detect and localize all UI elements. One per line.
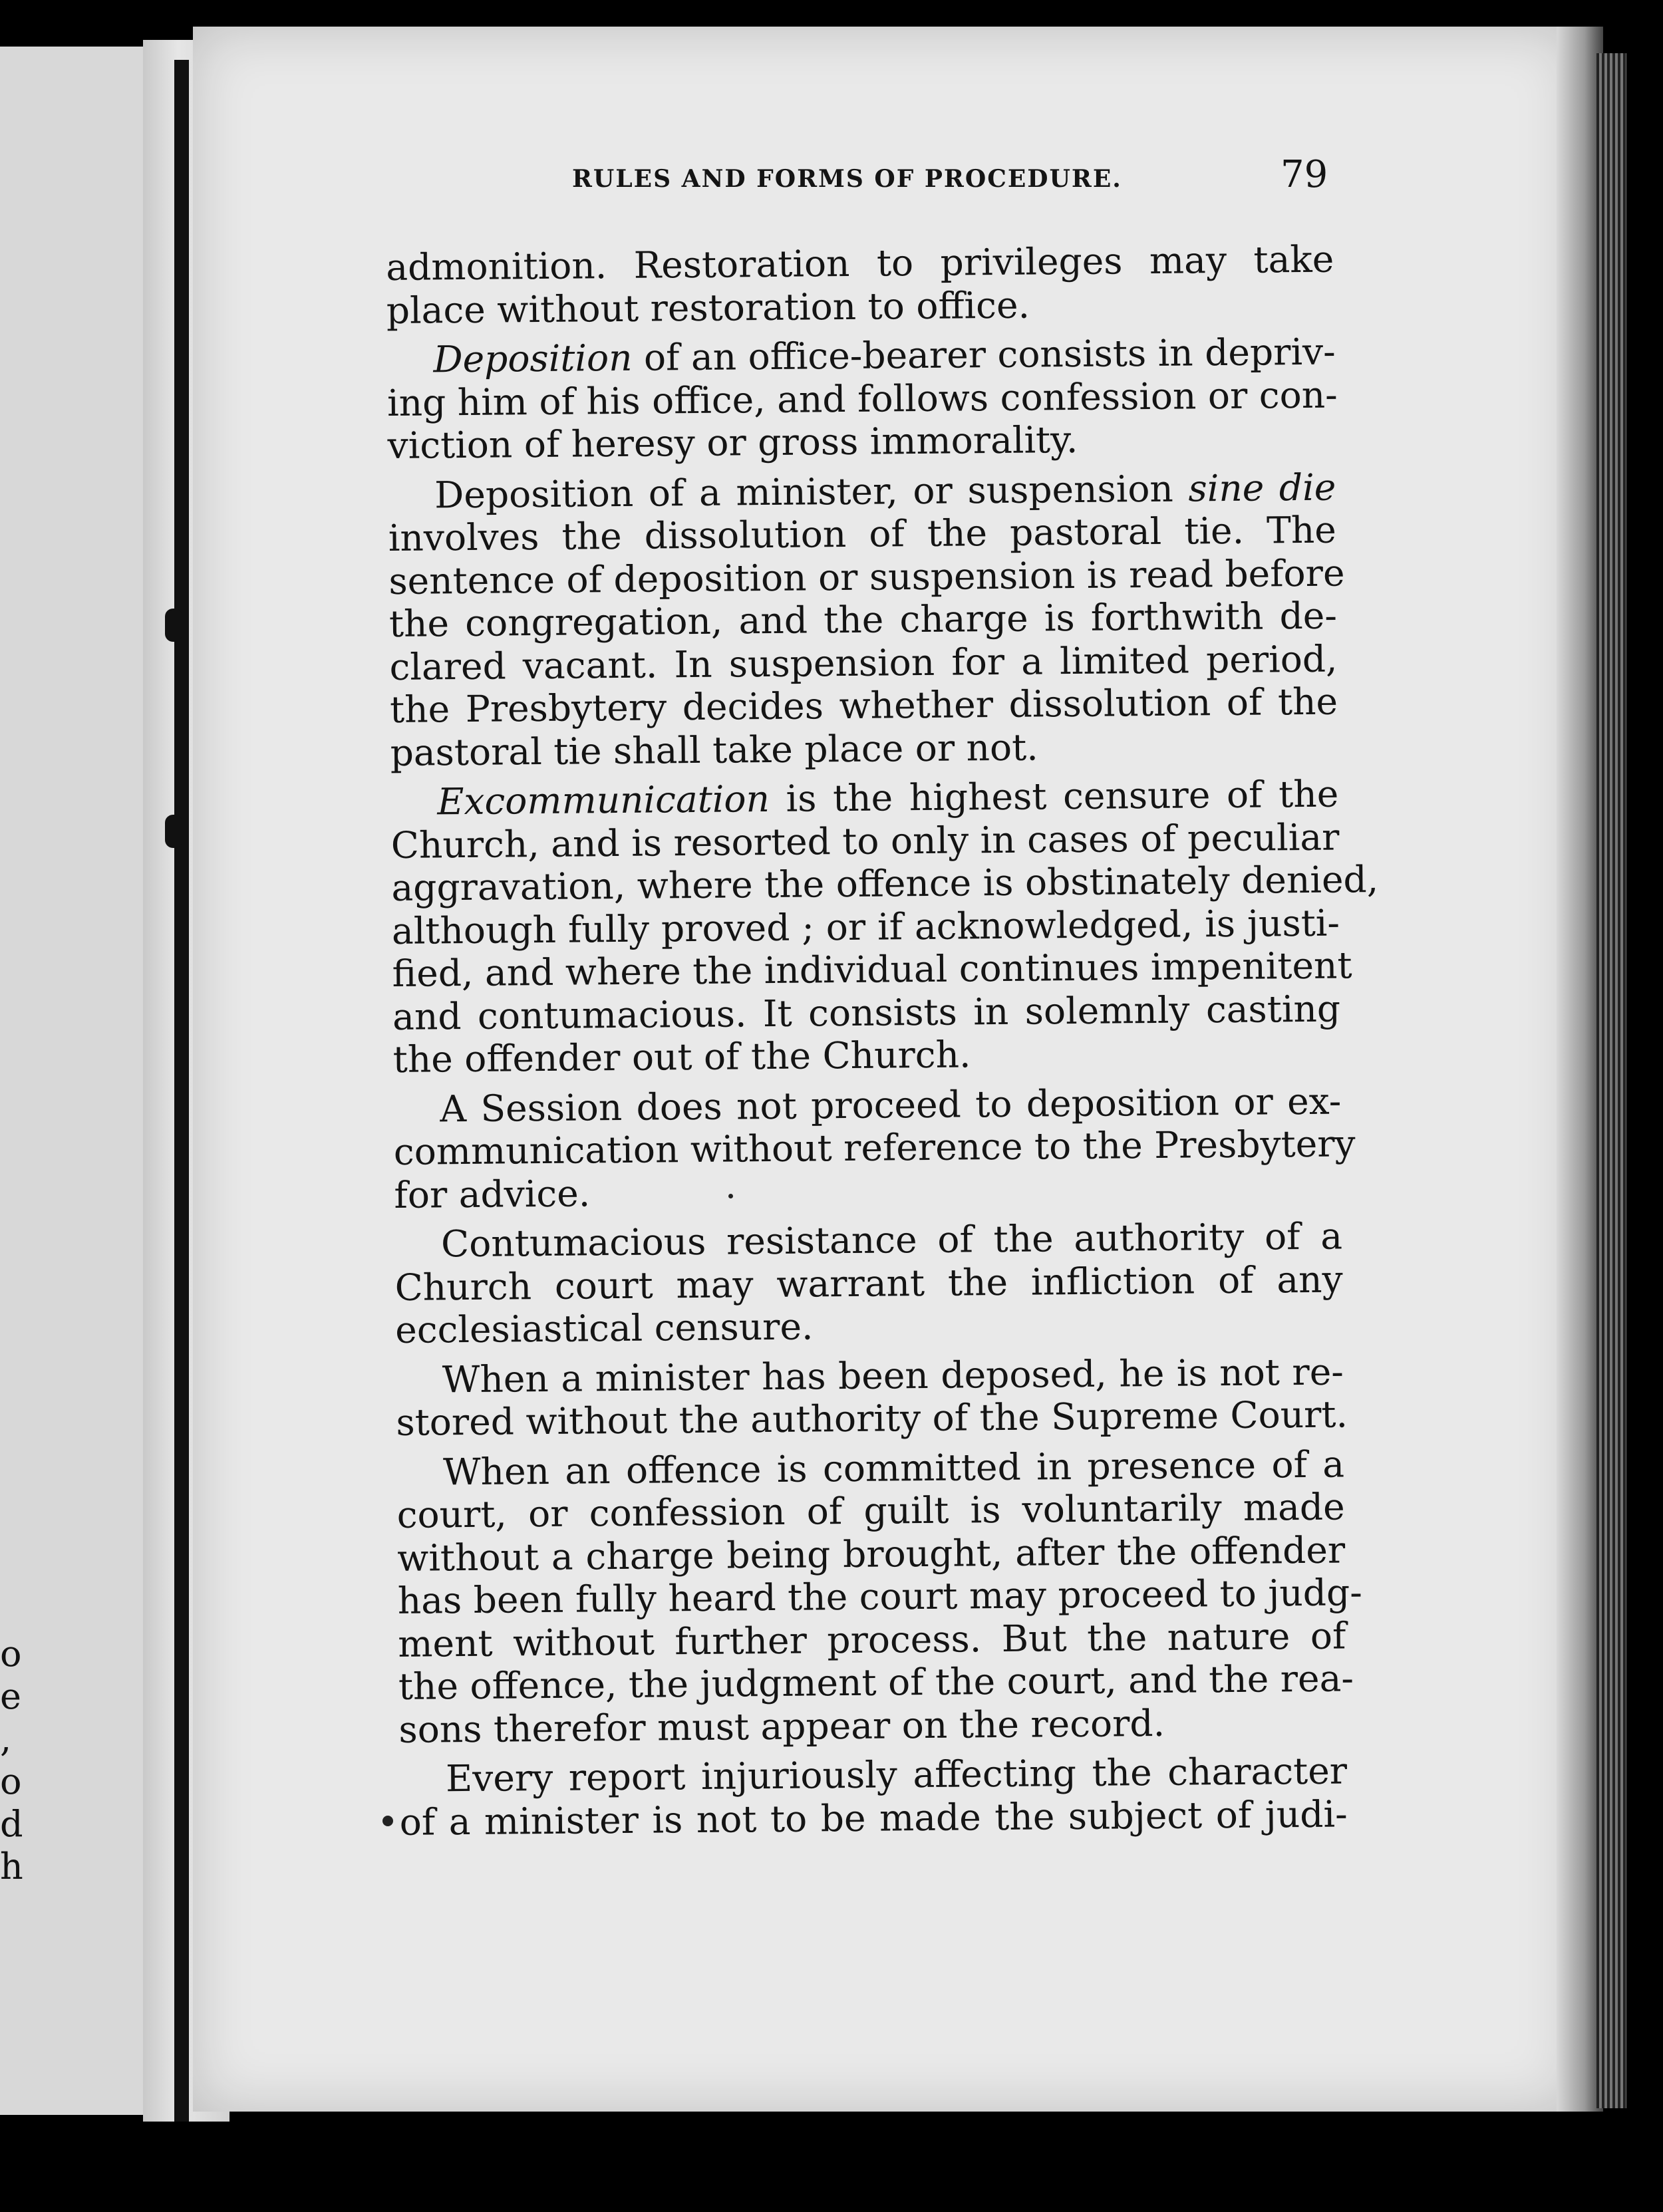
text-run: for advice. xyxy=(394,1171,591,1216)
text-run: and contumacious. It consists in solemnly casting xyxy=(392,987,1341,1038)
text-run: is the highest censure of the xyxy=(769,772,1339,820)
text-run: sons therefor must appear on the record. xyxy=(398,1701,1165,1751)
paragraph xyxy=(399,1749,1348,1843)
text-run: of a minister is not to be made the subject of judi- xyxy=(399,1792,1348,1844)
text-run: clared vacant. In suspension for a limited period, xyxy=(389,637,1338,688)
text-line xyxy=(392,1030,1341,1081)
text-line xyxy=(390,723,1338,774)
text-run: place without restoration to office. xyxy=(386,283,1030,332)
text-line xyxy=(395,1301,1344,1352)
text-line xyxy=(390,680,1338,732)
text-run: Church court may warrant the infliction of any xyxy=(394,1258,1343,1309)
paragraph xyxy=(386,331,1336,468)
text-run: ecclesiastical censure. xyxy=(394,1305,814,1351)
text-run: Contumacious resistance of the authority of a xyxy=(440,1214,1343,1266)
text-run: the Presbytery decides whether dissolution of the xyxy=(389,680,1338,731)
text-run: the congregation, and the charge is forthwith de- xyxy=(388,594,1338,645)
text-run: When an offence is committed in presence of a xyxy=(442,1442,1345,1493)
body-text xyxy=(386,237,1379,1850)
text-run: admonition. Restoration to privileges may take xyxy=(386,237,1334,289)
text-line xyxy=(387,416,1336,468)
binding-clip-mark xyxy=(165,609,182,642)
paragraph xyxy=(393,1079,1356,1216)
text-line xyxy=(398,1700,1347,1751)
left-page-fragments xyxy=(0,1633,23,1888)
text-run: of an office-bearer consists in depriv- xyxy=(632,330,1336,379)
text-line xyxy=(394,1258,1343,1309)
left-fragment: e xyxy=(0,1675,21,1717)
paragraph xyxy=(386,238,1334,332)
paragraph xyxy=(388,466,1345,774)
text-line xyxy=(386,281,1335,332)
text-run: ing him of his office, and follows confession or con- xyxy=(386,373,1338,424)
text-line xyxy=(392,987,1341,1038)
text-run: communication without reference to the Presbytery xyxy=(393,1122,1356,1173)
text-run: ment without further process. But the nature of xyxy=(398,1613,1346,1665)
text-run: sentence of deposition or suspension is read before xyxy=(388,551,1345,603)
text-run: without a charge being brought, after the offender xyxy=(396,1528,1346,1580)
italic-term: sine die xyxy=(1188,466,1336,509)
print-speck xyxy=(382,1816,393,1826)
text-run: fied, and where the individual continues impenitent xyxy=(392,944,1352,995)
text-run: pastoral tie shall take place or not. xyxy=(390,725,1038,774)
text-run: the offender out of the Church. xyxy=(392,1033,971,1081)
text-line xyxy=(396,1393,1348,1444)
text-line xyxy=(394,1165,1342,1216)
running-head: RULES AND FORMS OF PROCEDURE. xyxy=(572,165,1122,193)
text-run: viction of heresy or gross immorality. xyxy=(387,418,1078,467)
left-fragment: o xyxy=(0,1633,22,1675)
paragraph xyxy=(394,1215,1344,1352)
text-line xyxy=(398,1657,1354,1708)
text-run: Church, and is resorted to only in cases of peculiar xyxy=(390,815,1340,867)
left-fragment: o xyxy=(0,1760,22,1802)
paragraph xyxy=(396,1442,1363,1751)
left-fragment: h xyxy=(0,1846,23,1887)
text-run: court, or confession of guilt is voluntarily made xyxy=(396,1485,1345,1536)
page-edges-stack xyxy=(1596,53,1626,2108)
paragraph xyxy=(396,1350,1348,1444)
text-run: aggravation, where the offence is obstinately denied, xyxy=(391,858,1379,909)
left-fragment: , xyxy=(0,1718,12,1760)
text-line xyxy=(387,373,1336,424)
binding-clip-mark xyxy=(165,815,182,848)
italic-term: Excommunication xyxy=(437,777,770,823)
text-run: the offence, the judgment of the court, and the rea- xyxy=(398,1657,1354,1708)
text-line xyxy=(399,1792,1348,1844)
text-run: A Session does not proceed to deposition or ex- xyxy=(440,1079,1342,1130)
print-speck xyxy=(728,1194,733,1198)
italic-term: Deposition xyxy=(433,336,633,381)
page-number: 79 xyxy=(1281,153,1328,196)
text-run: involves the dissolution of the pastoral tie. The xyxy=(388,508,1337,559)
text-line xyxy=(386,238,1334,289)
text-run: Every report injuriously affecting the character xyxy=(445,1749,1348,1800)
spine-line xyxy=(174,60,189,2122)
left-fragment: d xyxy=(0,1803,23,1845)
text-run: stored without the authority of the Supreme Court. xyxy=(396,1393,1348,1444)
paragraph xyxy=(390,772,1379,1081)
text-run: When a minister has been deposed, he is not re- xyxy=(442,1350,1344,1401)
text-line xyxy=(393,1122,1356,1174)
text-run: has been fully heard the court may proceed to judg- xyxy=(397,1571,1363,1622)
text-run: Deposition of a minister, or suspension xyxy=(434,466,1189,516)
text-run: although fully proved ; or if acknowledged, is justi- xyxy=(391,901,1340,952)
